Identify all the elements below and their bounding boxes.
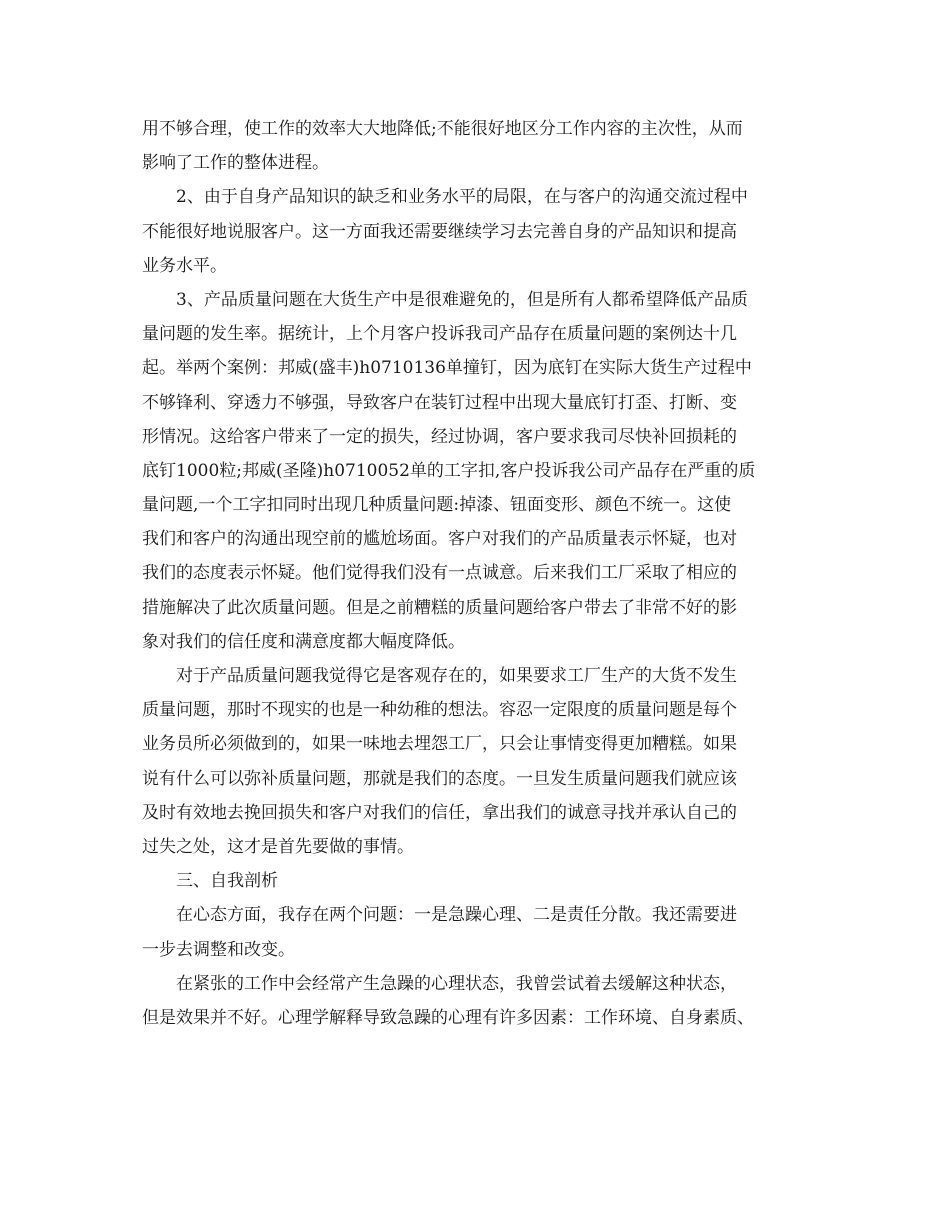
text-line-15: 措施解决了此次质量问题。但是之前糟糕的质量问题给客户带去了非常不好的影 [142,597,737,618]
text-line-14: 我们的态度表示怀疑。他们觉得我们没有一点诚意。后来我们工厂采取了相应的 [142,563,737,584]
text-line-18: 质量问题，那时不现实的也是一种幼稚的想法。容忍一定限度的质量问题是每个 [142,700,737,721]
text-line-10: 形情况。这给客户带来了一定的损失，经过协调，客户要求我司尽快补回损耗的 [142,426,737,447]
text-line-24: 在心态方面，我存在两个问题：一是急躁心理、二是责任分散。我还需要进 [176,905,737,926]
text-line-21: 及时有效地去挽回损失和客户对我们的信任，拿出我们的诚意寻找并承认自己的 [142,802,737,823]
text-line-4: 不能很好地说服客户。这一方面我还需要继续学习去完善自身的产品知识和提高 [142,221,737,242]
text-line-6: 3、产品质量问题在大货生产中是很难避免的，但是所有人都希望降低产品质 [176,289,748,310]
text-line-7: 量问题的发生率。据统计，上个月客户投诉我司产品存在质量问题的案例达十几 [142,324,737,345]
text-line-13: 我们和客户的沟通出现空前的尴尬场面。客户对我们的产品质量表示怀疑，也对 [142,529,737,550]
text-line-12: 量问题,一个工字扣同时出现几种质量问题:掉漆、钮面变形、颜色不统一。这使 [142,495,732,516]
text-line-1: 用不够合理，使工作的效率大大地降低;不能很好地区分工作内容的主次性，从而 [142,119,743,139]
text-line-17: 对于产品质量问题我觉得它是客观存在的，如果要求工厂生产的大货不发生 [176,666,737,686]
text-line-3: 2、由于自身产品知识的缺乏和业务水平的局限，在与客户的沟通交流过程中 [176,187,748,208]
section-heading: 三、自我剖析 [176,871,278,892]
text-line-9: 不够锋利、穿透力不够强，导致客户在装钉过程中出现大量底钉打歪、打断、变 [142,392,737,413]
text-line-8: 起。举两个案例：邦威(盛丰)h0710136单撞钉，因为底钉在实际大货生产过程中 [142,358,752,379]
text-line-26: 在紧张的工作中会经常产生急躁的心理状态，我曾尝试着去缓解这种状态， [176,973,737,994]
text-line-11: 底钉1000粒;邦威(圣隆)h0710052单的工字扣,客户投诉我公司产品存在严重的质 [142,460,756,481]
text-line-27: 但是效果并不好。心理学解释导致急躁的心理有许多因素：工作环境、自身素质、 [142,1007,754,1028]
text-line-5: 业务水平。 [142,255,227,276]
text-line-20: 说有什么可以弥补质量问题，那就是我们的态度。一旦发生质量问题我们就应该 [142,768,737,789]
text-line-19: 业务员所必须做到的，如果一味地去埋怨工厂，只会让事情变得更加糟糕。如果 [142,734,737,755]
text-line-16: 象对我们的信任度和满意度都大幅度降低。 [142,631,465,652]
text-line-25: 一步去调整和改变。 [142,939,295,960]
text-line-2: 影响了工作的整体进程。 [142,153,329,174]
text-line-22: 过失之处，这才是首先要做的事情。 [142,836,414,857]
document-body [142,112,810,1035]
